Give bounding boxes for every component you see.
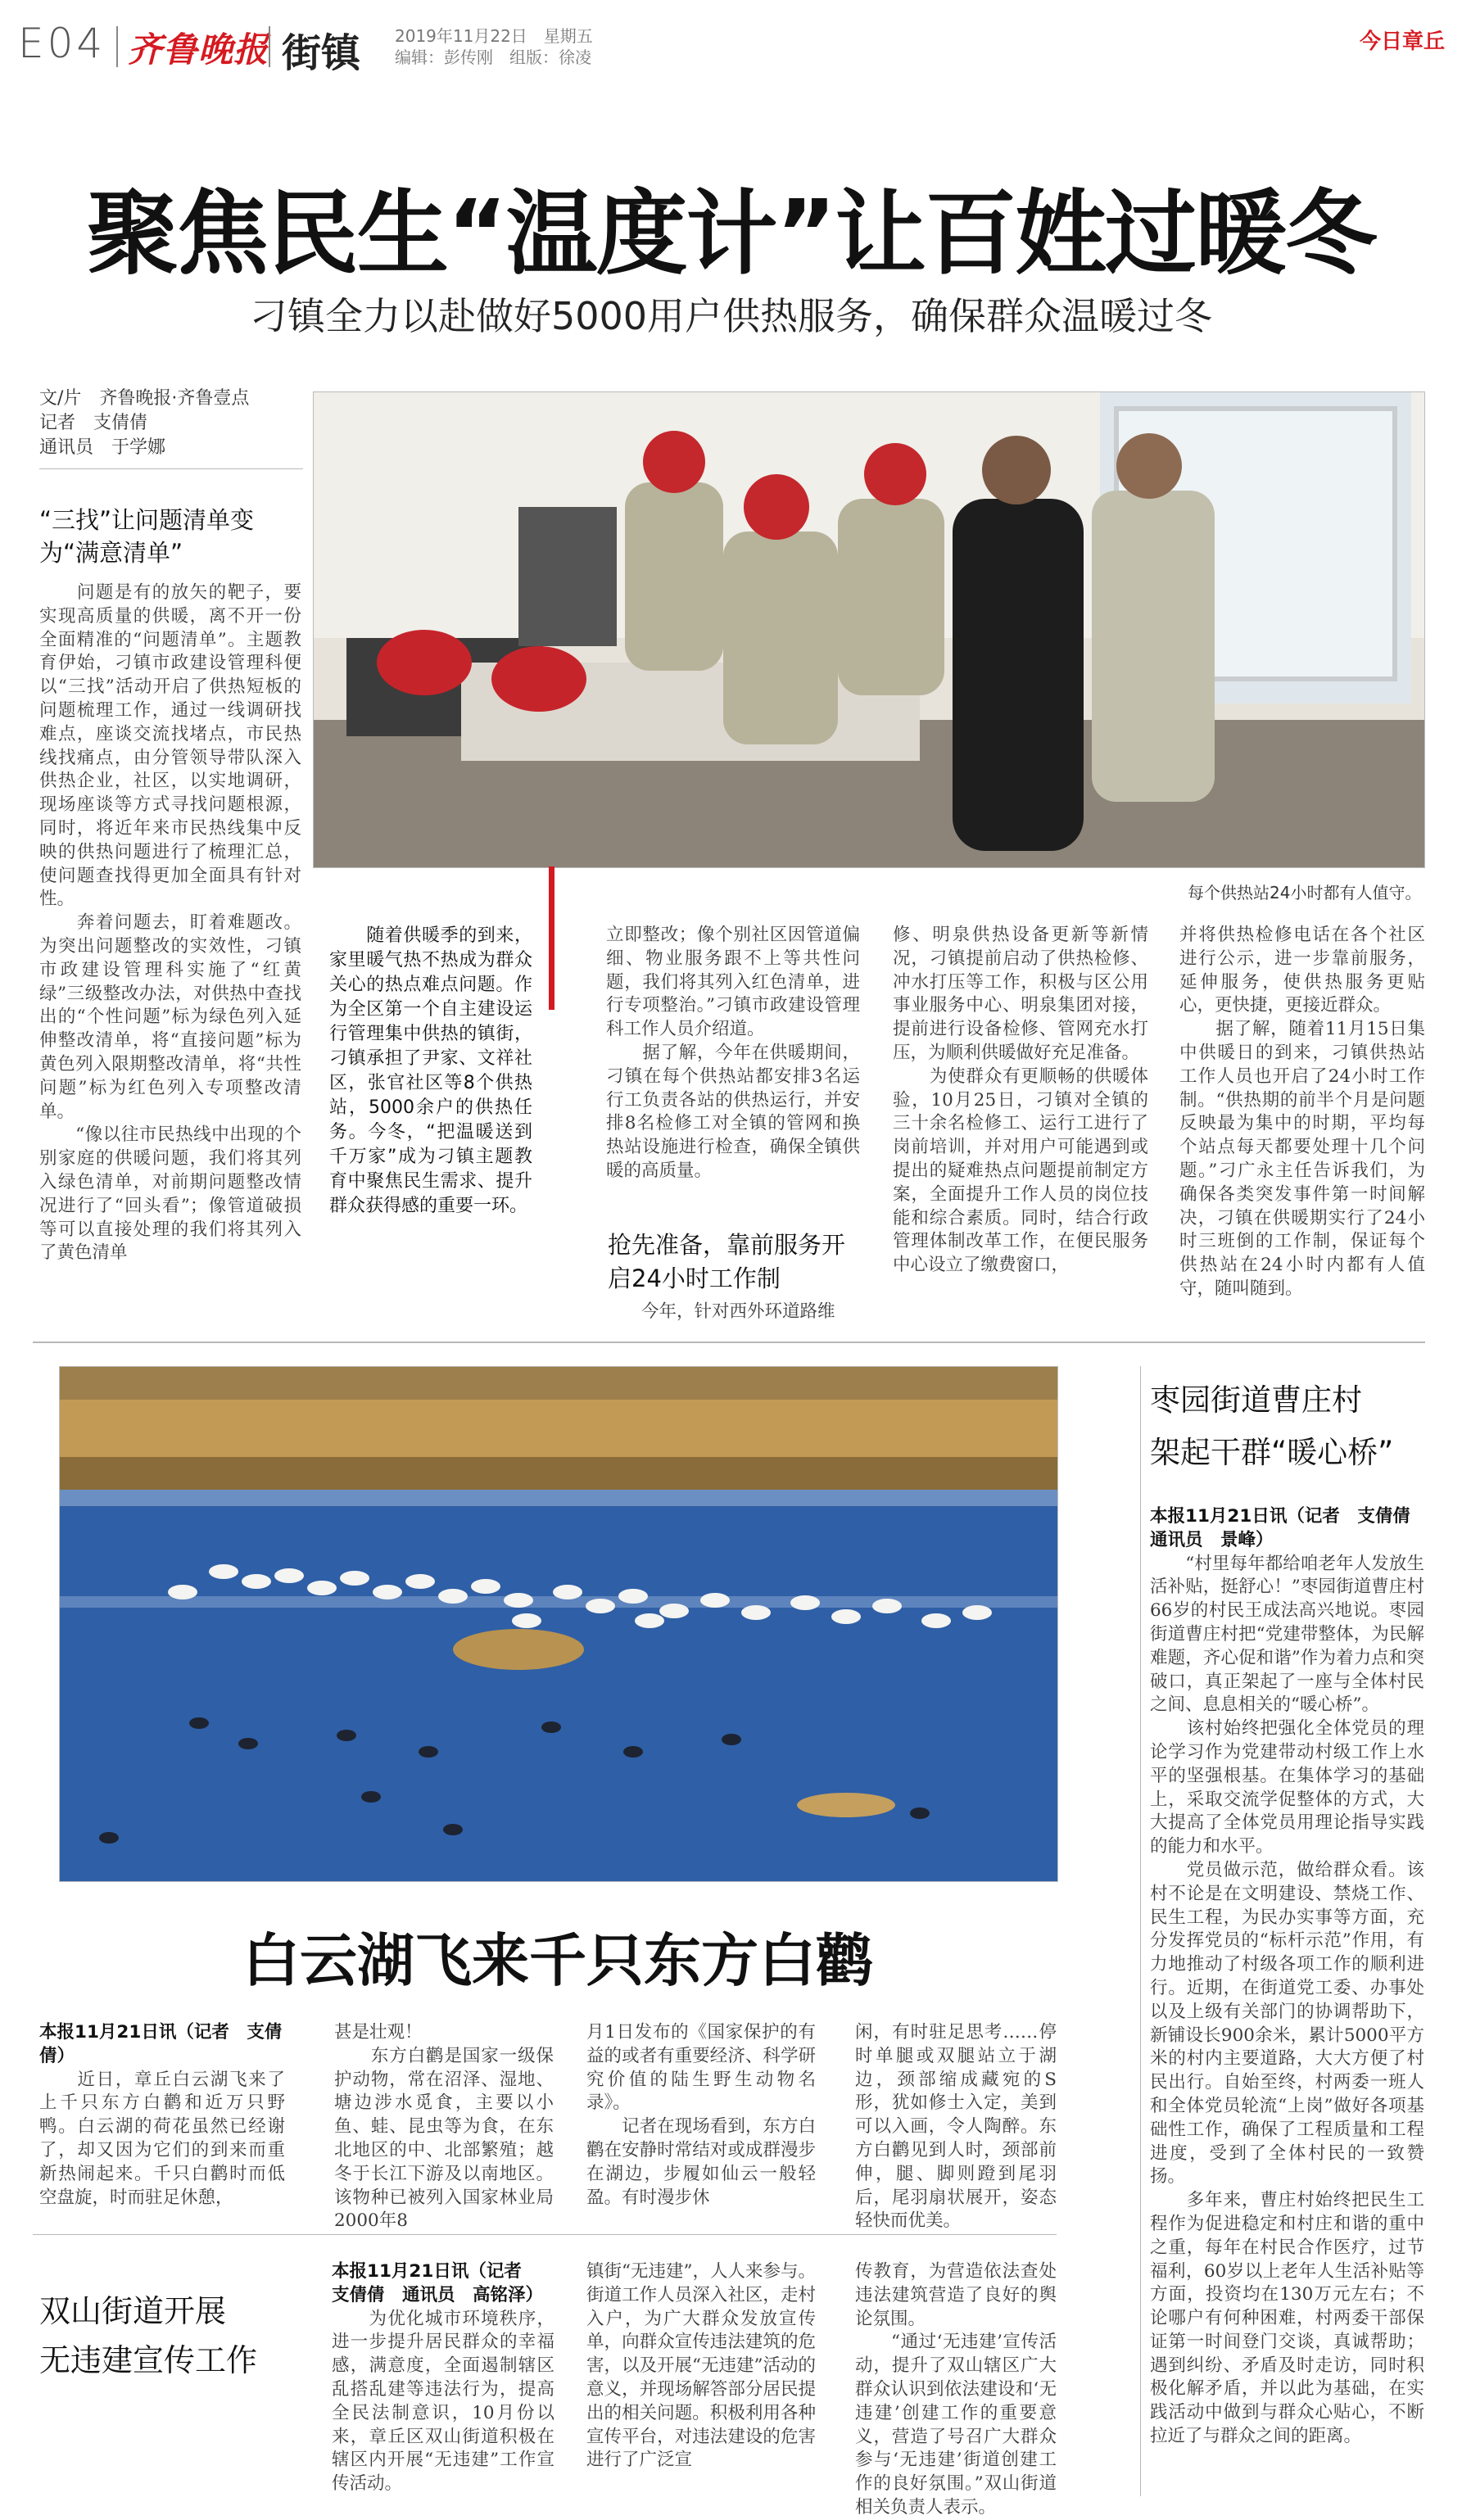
photo-caption: 每个供热站24小时都有人值守。	[1188, 883, 1422, 903]
page-code: E04	[18, 20, 106, 67]
bridge-body	[1150, 1505, 1428, 2498]
bridge-text: “村里每年都给咱老年人发放生活补贴，挺舒心！”枣园街道曹庄村66岁的村民王成法高兴地说。枣园街道曹庄村把“党建带整体，为民解难题，齐心促和谐”作为着力点和突破口，真正架起了一座与全体村民之间、息息相关的“暖心桥”。 该村始终把强化全体党员的理论学习作为党建带动村级工作上水平的坚强根基。在集体学习的基础上，采取交流学促整体的方式，大大提高了全体党员用理论指导实践的能力和水平。 党员做示范，做给群众看。该村不论是在文明建设、禁烧工作、民生工程，为民办实事等方面，充分发挥党员的“标杆示范”作用，有力地推动了村级各项工作的顺利进行。近期，在街道党工委、办事处以及上级有关部门的协调帮助下，新铺设长900余米，累计5000平方米的村内主要道路，大大方便了村民出行。自始至终，村两委一班人和全体党员轮流“上岗”做好各项基础性工作，确保了工程质量和工程进度，受到了全体村民的一致赞扬。 多年来，曹庄村始终把民生工程作为促进稳定和村庄和谐的重中之重，每年在村民合作医疗，过节福利，60岁以上老年人生活补贴等方面，投资均在130万元左右；不论哪户有何种困难，村两委干部保证第一时间登门交谈，真诚帮助；遇到纠纷、矛盾及时走访，同时积极化解矛盾，并以此为基础，在实践活动中做到与群众心贴心，不断拉近了与群众之间的距离。	[1150, 1553, 1424, 2447]
lead-intro: 随着供暖季的到来，家里暖气热不热成为群众关心的热点难点问题。作为全区第一个自主建设运行管理集中供热的镇街，刁镇承担了尹家、文祥社区，张官社区等8个供热站，5000余户的供热任务。今冬，“把温暖送到千万家”成为刁镇主题教育中聚焦民生需求、提升群众获得感的重要一环。	[329, 925, 532, 1216]
subhead-san-zhao: “三找”让问题清单变为“满意清单”	[39, 506, 255, 567]
byline-line: 通讯员 于学娜	[39, 437, 166, 458]
byline-line: 记者 支倩倩	[39, 413, 148, 433]
shuangshan-headline-line: 双山街道开展	[39, 2293, 227, 2329]
section-name: 街镇	[282, 30, 361, 76]
egret-lead: 本报11月21日讯（记者 支倩倩）	[39, 2022, 283, 2066]
lead-col5-text: 并将供热检修电话在各个社区进行公示，进一步靠前服务，延伸服务，使供热服务更贴心，更快捷，更接近群众。 据了解，随着11月15日集中供暖日的到来，刁镇供热站工作人员也开启了24小时工作制。“供热期的前半个月是问题反映最为集中的时期，平均每个站点每天都要处理十几个问题。”刁广永主任告诉我们，为确保各类突发事件第一时间解决，刁镇在供暖期实行了24小时三班倒的工作制，保证每个供热站在24小时内都有人值守，随叫随到。	[1179, 925, 1425, 1299]
editor-line: 编辑：彭传刚 组版：徐凌	[395, 48, 591, 67]
right-column-rule	[1140, 1366, 1141, 2496]
lead-col3-tail: 今年，针对西外环道路维	[606, 1301, 835, 1322]
shuangshan-lead: 本报11月21日讯（记者 支倩倩 通讯员 高铭泽）	[332, 2261, 544, 2305]
section-rule-1	[33, 1341, 1425, 1343]
lead-col4-text: 修、明泉供热设备更新等新情况，刁镇提前启动了供热检修、冲水打压等工作，积极与区公用事业服务中心、明泉集团对接，提前进行设备检修、管网充水打压，为顺利供暖做好充足准备。 为使群众有更顺畅的供暖体验，10月25日，刁镇对全镇的三十余名检修工、运行工进行了岗前培训，并对用户可能遇到或提出的疑难热点问题提前制定方案，全面提升工作人员的岗位技能和综合素质。同时，结合行政管理体制改革工作，在便民服务中心设立了缴费窗口，	[893, 925, 1148, 1276]
masthead-divider-2	[269, 26, 270, 67]
shuangshan-col1-text: 为优化城市环境秩序，进一步提升居民群众的幸福感，满意度，全面遏制辖区乱搭乱建等违法行为，提高全民法制意识，10月份以来，章丘区双山街道积极在辖区内开展“无违建”工作宣传活动。	[332, 2308, 554, 2495]
shuangshan-col1	[332, 2260, 554, 2496]
paper-logo: 齐鲁晚报	[128, 29, 269, 70]
byline-rule	[39, 468, 303, 469]
date-line: 2019年11月22日 星期五	[395, 26, 593, 46]
subhead-24-hour: 抢先准备，靠前服务开启24小时工作制	[608, 1231, 846, 1292]
shuangshan-headline	[39, 2287, 310, 2385]
lead-col3-text: 立即整改；像个别社区因管道偏细、物业服务跟不上等共性问题，我们将其列入红色清单，进行专项整治。”刁镇市政建设管理科工作人员介绍道。 据了解，今年在供暖期间，刁镇在每个供热站都安排3名运行工负责各站的供热运行，并安排8名检修工对全镇的管网和换热站设施进行检查，确保全镇供暖的高质量。	[606, 925, 860, 1181]
bridge-headline	[1150, 1374, 1428, 1479]
egret-col3-text: 月1日发布的《国家保护的有益的或者有重要经济、科学研究价值的陆生野生动物名录》。 记者在现场看到，东方白鹳在安静时常结对或成群漫步在湖边，步履如仙云一般轻盈。有时漫步休	[586, 2022, 816, 2208]
section-rule-2	[33, 2234, 1057, 2235]
shuangshan-col2-text: 镇街“无违建”，人人来参与。街道工作人员深入社区，走村入户，为广大群众发放宣传单，向群众宣传违法建筑的危害，以及开展“无违建”活动的意义，并现场解答部分居民提出的相关问题。积极利用各种宣传平台，对违法建设的危害进行了广泛宣	[586, 2261, 816, 2471]
lead-col1-text: 问题是有的放矢的靶子，要实现高质量的供暖，离不开一份全面精准的“问题清单”。主题教育伊始，刁镇市政建设管理科便以“三找”活动开启了供热短板的问题梳理工作，通过一线调研找难点，座谈交流找堵点，市民热线找痛点，由分管领导带队深入供热企业，社区，以实地调研，现场座谈等方式寻找问题根源，同时，将近年来市民热线集中反映的供热问题进行了梳理汇总，使问题查找得更加全面具有针对性。 奔着问题去，盯着难题改。为突出问题整改的实效性，刁镇市政建设管理科实施了“红黄绿”三级整改办法，对供热中查找出的“个性问题”标为绿色列入延伸整改清单，将“直接问题”标为黄色列入限期整改清单，将“共性问题”标为红色列入专项整改清单。 “像以往市民热线中出现的个别家庭的供暖问题，我们将其列入绿色清单，对前期问题整改情况进行了“回头看”；像管道破损等可以直接处理的我们将其列入了黄色清单	[39, 582, 301, 1264]
egret-col1	[39, 2021, 285, 2210]
egret-col1-text: 近日，章丘白云湖飞来了上千只东方白鹳和近万只野鸭。白云湖的荷花虽然已经谢了，却又因为它们的到来而重新热闹起来。千只白鹳时而低空盘旋，时而驻足休憩，	[39, 2069, 285, 2208]
workers-photo	[313, 391, 1425, 868]
egret-headline: 白云湖飞来千只东方白鹳	[242, 1927, 873, 1994]
byline	[39, 387, 249, 460]
egret-photo	[59, 1366, 1058, 1882]
lead-headline: 聚焦民生“温度计”让百姓过暖冬	[86, 181, 1376, 287]
masthead-divider-1	[116, 26, 118, 67]
shuangshan-col3-text: 传教育，为营造依法查处违法建筑营造了良好的舆论氛围。 “通过‘无违建’宣传活动，提升了双山辖区广大群众认识到依法建设和‘无违建’创建工作的重要意义，营造了号召广大群众参与‘无违建’街道创建工作的良好氛围。”双山街道相关负责人表示。	[855, 2261, 1057, 2518]
bridge-headline-line: 架起干群“暖心桥”	[1150, 1435, 1394, 1470]
egret-col2-text: 甚是壮观！ 东方白鹳是国家一级保护动物，常在沼泽、湿地、塘边涉水觅食，主要以小鱼、蛙、昆虫等为食，在东北地区的中、北部繁殖；越冬于长江下游及以南地区。该物种已被列入国家林业局2000年8	[334, 2022, 554, 2232]
byline-line: 文/片 齐鲁晚报·齐鲁壹点	[39, 388, 250, 409]
bridge-headline-line: 枣园街道曹庄村	[1150, 1382, 1362, 1418]
shuangshan-headline-line: 无违建宣传工作	[39, 2342, 258, 2378]
accent-bar	[549, 866, 554, 1010]
lead-subheadline: 刁镇全力以赴做好5000用户供热服务，确保群众温暖过冬	[249, 294, 1213, 338]
bridge-lead: 本报11月21日讯（记者 支倩倩 通讯员 景峰）	[1150, 1506, 1428, 1550]
edition-tag: 今日章丘	[1360, 29, 1446, 54]
egret-col4-text: 闲，有时驻足思考……停时单腿或双腿站立于湖边，颈部缩成藏宛的S形，犹如修士入定，美到可以入画，令人陶醉。东方白鹳见到人时，颈部前伸，腿、脚则蹬到尾羽后，尾羽扇状展开，姿态轻快而优美。	[855, 2022, 1057, 2232]
